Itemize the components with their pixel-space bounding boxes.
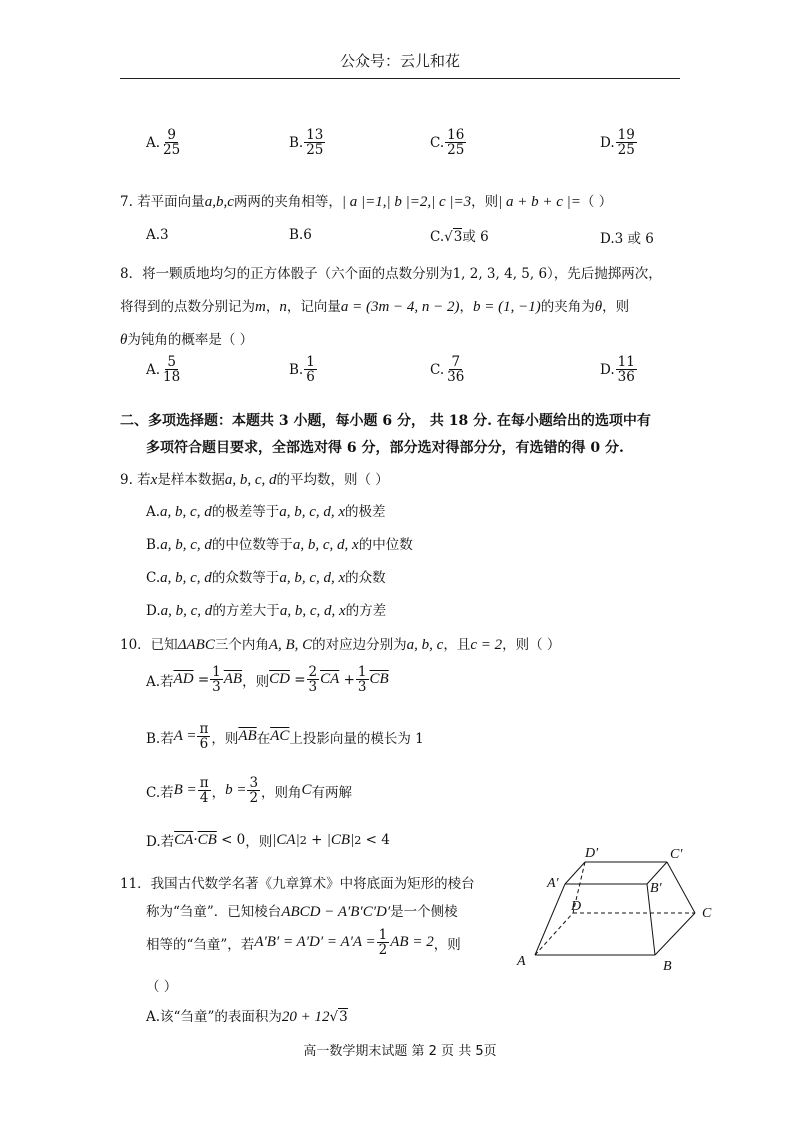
option-label: B. — [289, 134, 304, 151]
text: ， — [265, 299, 280, 315]
denominator: 6 — [199, 736, 209, 753]
option-label: D.若 — [146, 834, 175, 850]
math-set: a, b, c, d — [160, 603, 213, 619]
text: ， — [459, 299, 474, 315]
numerator: 19 — [617, 127, 635, 143]
operator: = — [197, 671, 210, 688]
text: ，则 — [211, 730, 239, 747]
sqrt-radicand: 3 — [453, 229, 463, 245]
text: ，则（ ） — [502, 637, 561, 653]
q6-option-a — [146, 128, 183, 157]
operator: + — [311, 832, 323, 848]
q11-option-a: A.该“刍童”的表面积为20 + 12√3 — [146, 1009, 348, 1025]
q7-stem — [120, 190, 612, 211]
denominator: 25 — [306, 142, 324, 159]
operator: · — [193, 832, 198, 848]
option-label: C. — [146, 570, 161, 586]
math-set: a, b, c, d — [160, 537, 212, 553]
fraction — [198, 776, 211, 805]
text: 9. 若 — [120, 472, 151, 488]
text: 三个内角 — [214, 637, 269, 653]
numerator: 1 — [357, 664, 367, 680]
numerator: 11 — [617, 354, 635, 370]
q6-option-b — [289, 128, 326, 157]
option-label: A. — [146, 504, 161, 520]
math-condition: | a |=1,| b |=2,| c |=3 — [341, 194, 472, 210]
math-set: a, b, c, d, x — [279, 504, 346, 520]
text: 的方差 — [345, 603, 387, 619]
denominator: 36 — [617, 369, 635, 386]
q8-line1: 8．将一颗质地均匀的正方体骰子（六个面的点数分别为1, 2, 3, 4, 5, 6），先后抛掷两次， — [120, 266, 662, 282]
numerator: π — [199, 775, 209, 791]
option-label: D. — [146, 603, 161, 619]
math-vars: a, b, c, d — [224, 472, 277, 488]
fraction — [304, 355, 317, 384]
text: ，记向量 — [286, 299, 341, 315]
q7-option-a: A.3 — [146, 227, 169, 243]
numerator: 5 — [167, 354, 176, 370]
option-label: D. — [600, 361, 615, 378]
text: 10．已知 — [120, 637, 178, 653]
edge-a1a — [535, 884, 565, 955]
page-footer: 高一数学期末试题 第 2 页 共 5页 — [303, 1044, 497, 1059]
q7-option-d: D.3 或 6 — [600, 231, 654, 247]
section-heading-line1: 二、多项选择题：本题共 3 小题，每小题 6 分， 共 18 分. 在每小题给出的选项中有 — [120, 413, 651, 429]
text: ，则 — [245, 834, 273, 850]
text: ，则 — [242, 673, 270, 690]
label-a: A — [517, 954, 526, 969]
exponent: 2 — [354, 833, 362, 847]
option-label: A.若 — [146, 673, 174, 690]
math-condition: AB = 2 — [390, 934, 434, 951]
text: ，则角 — [261, 784, 302, 801]
q6-option-d — [600, 128, 638, 157]
numerator: 9 — [167, 127, 176, 143]
denominator: 3 — [308, 679, 318, 696]
math-expression: | a + b + c |= — [498, 194, 581, 210]
text: 的众数等于 — [211, 570, 280, 586]
denominator: 18 — [163, 369, 181, 386]
option-label: A. — [146, 361, 161, 378]
fraction — [161, 355, 182, 384]
fraction — [377, 928, 390, 957]
math-var: x — [150, 472, 158, 488]
option-label: B. — [289, 361, 304, 378]
operator: + — [343, 671, 355, 688]
denominator: 3 — [357, 679, 367, 696]
math-var: θ — [594, 299, 603, 315]
fraction — [445, 128, 466, 157]
vector: $\overline{AC}$ — [270, 728, 290, 745]
q8-option-b — [289, 355, 318, 384]
denominator: 36 — [447, 369, 465, 386]
q6-option-c — [430, 128, 467, 157]
numerator: 7 — [451, 354, 461, 370]
vector-b: b = (1, −1) — [473, 299, 541, 315]
q11-line1: 11．我国古代数学名著《九章算术》中将底面为矩形的棱台 — [120, 876, 475, 892]
question-number: 7. — [120, 194, 133, 210]
option-label: C. — [430, 229, 445, 245]
label-b1: B′ — [650, 881, 662, 896]
option-label: B. — [146, 537, 161, 553]
vector: $\overline{CD}$ — [269, 671, 290, 688]
q11-line3 — [146, 928, 461, 957]
denominator: 25 — [617, 142, 635, 159]
text: 的极差 — [345, 504, 386, 520]
denominator: 4 — [199, 790, 209, 807]
numerator: 13 — [306, 127, 324, 143]
fraction — [197, 722, 210, 751]
text: 的中位数 — [358, 537, 413, 553]
vector: $\overline{CB}$ — [197, 831, 217, 848]
math-vars: a, b, c — [406, 637, 444, 653]
q9-stem — [120, 468, 389, 489]
option-label: D. — [600, 134, 615, 151]
text: 有两解 — [311, 784, 353, 801]
vector-a: a = (3m − 4, n − 2) — [340, 299, 460, 315]
math-set: a, b, c, d, x — [292, 537, 359, 553]
q10-option-c — [146, 776, 352, 805]
text: 的极差等于 — [211, 504, 280, 520]
fraction — [161, 128, 182, 157]
text: ，则 — [471, 194, 499, 210]
label-b: B — [663, 959, 672, 974]
fraction — [445, 355, 466, 384]
q9-option-b — [146, 533, 413, 554]
option-label: C. — [430, 361, 445, 378]
q9-option-a — [146, 500, 386, 521]
text: 称为“刍童”．已知棱台 — [146, 904, 282, 920]
operator: = — [294, 671, 306, 688]
text: ，且 — [443, 637, 471, 653]
math-var: θ — [120, 332, 128, 348]
q8-line3 — [120, 328, 253, 349]
q9-option-c — [146, 566, 386, 587]
vector: $\overline{CA}$ — [174, 831, 194, 848]
text: 为钝角的概率是（ ） — [127, 332, 254, 348]
math-set: a, b, c, d — [160, 504, 212, 520]
denominator: 25 — [447, 142, 465, 159]
text: 的对应边分别为 — [312, 637, 407, 653]
numerator: 2 — [308, 664, 318, 680]
math-condition: A = — [173, 728, 197, 745]
fraction — [304, 128, 325, 157]
edge-c1c — [667, 862, 695, 913]
math-condition: < 4 — [365, 832, 390, 848]
math-var: n — [279, 299, 287, 315]
option-label: C.若 — [146, 784, 174, 801]
edge-ad-hidden — [535, 913, 573, 955]
sqrt-radicand: 3 — [339, 1009, 348, 1025]
math-expression: 20 + 12 — [281, 1009, 330, 1025]
fraction — [616, 128, 637, 157]
math-condition: b = — [225, 782, 247, 799]
vector: $\overline{CB}$ — [369, 671, 389, 688]
section-heading-line2: 多项符合题目要求，全部选对得 6 分，部分选对得部分分，有选错的得 0 分. — [146, 440, 624, 456]
fraction — [616, 355, 637, 384]
q11-line2 — [146, 900, 458, 921]
q7-option-b: B.6 — [289, 227, 312, 243]
q8-line2 — [120, 295, 629, 316]
math-set: a, b, c, d, x — [279, 603, 346, 619]
text: 相等的“刍童”，若 — [146, 936, 255, 953]
vector: $\overline{AD}$ — [173, 671, 194, 688]
math-set: a, b, c, d — [160, 570, 212, 586]
exponent: 2 — [299, 833, 307, 847]
text: 若平面向量 — [137, 194, 205, 210]
text: 是样本数据 — [157, 472, 225, 488]
q8-option-a — [146, 355, 183, 384]
text: 或 6 — [462, 229, 489, 245]
vector: $\overline{AB}$ — [223, 671, 243, 688]
vector-norm: |CA| — [272, 831, 300, 848]
numerator: 3 — [249, 775, 259, 791]
text: 上投影向量的模长为 1 — [289, 730, 424, 747]
q9-option-d — [146, 599, 386, 620]
numerator: π — [199, 721, 209, 737]
numerator: 1 — [306, 354, 315, 370]
vector: $\overline{AB}$ — [238, 728, 257, 745]
denominator: 25 — [163, 142, 181, 159]
math-condition: B = — [173, 782, 197, 799]
q10-option-d — [146, 830, 390, 850]
vector: $\overline{CA}$ — [320, 671, 340, 688]
option-label: A. — [146, 134, 161, 151]
math-var: C — [301, 782, 312, 799]
label-d: D — [571, 899, 582, 914]
math-condition: A′B′ = A′D′ = A′A = — [254, 934, 376, 951]
q7-option-c: C.√3或 6 — [430, 229, 489, 245]
math-vars: a,b,c — [204, 194, 234, 210]
text: 两两的夹角相等， — [233, 194, 342, 210]
text: ，则 — [433, 936, 461, 953]
label-d1: D′ — [585, 846, 599, 861]
math-frustum: ABCD − A′B′C′D′ — [281, 904, 391, 920]
edge-bc — [655, 913, 695, 955]
edge-d1a1 — [565, 862, 585, 884]
option-label: C. — [430, 134, 445, 151]
text: 的夹角为 — [540, 299, 595, 315]
option-label: B.若 — [146, 730, 174, 747]
text: ，则 — [602, 299, 630, 315]
q10-option-a — [146, 665, 389, 694]
q8-option-c — [430, 355, 467, 384]
q10-stem — [120, 633, 560, 654]
numerator: 1 — [212, 664, 221, 680]
text: 的方差大于 — [212, 603, 280, 619]
fraction — [307, 665, 320, 694]
fraction — [247, 776, 260, 805]
text: A.该“刍童”的表面积为 — [146, 1009, 282, 1025]
denominator: 2 — [378, 942, 388, 959]
vector-norm: |CB| — [326, 831, 355, 848]
fraction — [210, 665, 223, 694]
denominator: 6 — [306, 369, 315, 386]
q8-option-d — [600, 355, 638, 384]
text: ， — [211, 784, 226, 801]
label-c: C — [702, 906, 712, 921]
text: 是一个侧棱 — [390, 904, 458, 920]
math-set: a, b, c, d, x — [279, 570, 346, 586]
text: 的平均数，则（ ） — [276, 472, 389, 488]
frustum-figure — [505, 840, 725, 975]
label-c1: C′ — [670, 847, 683, 862]
math-var: m — [255, 299, 266, 315]
text: 的众数 — [345, 570, 386, 586]
answer-blank: （ ） — [580, 194, 613, 210]
denominator: 2 — [249, 790, 259, 807]
math-triangle: ΔABC — [177, 637, 215, 653]
text: 的中位数等于 — [211, 537, 293, 553]
fraction — [356, 665, 369, 694]
denominator: 3 — [212, 679, 221, 696]
math-condition: c = 2 — [470, 637, 503, 653]
header-divider — [120, 78, 680, 79]
text: 将得到的点数分别记为 — [120, 299, 255, 315]
q11-blank: （ ） — [146, 979, 178, 995]
page-header: 公众号：云儿和花 — [339, 52, 460, 70]
math-vars: A, B, C — [268, 637, 313, 653]
text: 在 — [256, 730, 271, 747]
math-condition: < 0 — [221, 832, 246, 848]
numerator: 1 — [378, 927, 388, 943]
numerator: 16 — [447, 127, 465, 143]
q10-option-b — [146, 722, 424, 751]
label-a1: A′ — [547, 876, 559, 891]
